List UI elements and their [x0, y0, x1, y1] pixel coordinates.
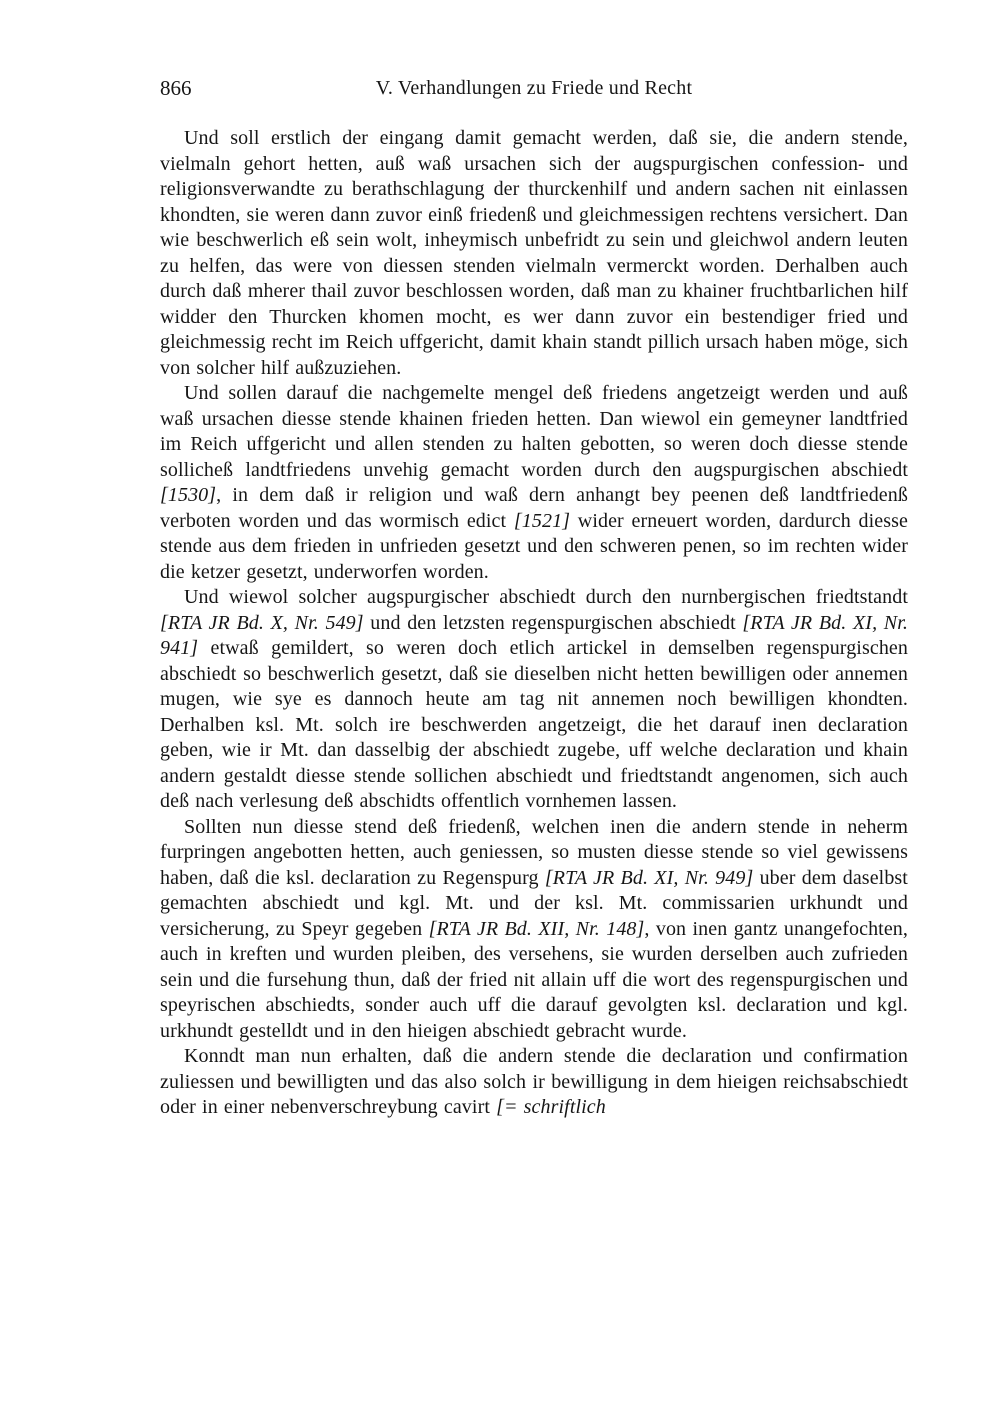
editorial-note-italic: [1530] — [160, 484, 217, 506]
page-number: 866 — [160, 76, 192, 100]
text-run: wider erneuert worden, dardurch diesse stende aus dem frieden in unfrieden gesetzt und den schweren penen, so im rechten wider die ketzer gesetzt, underworfen worden. — [160, 509, 908, 583]
text-run: Und wiewol solcher augspurgischer abschiedt durch den nurnbergischen friedtstandt — [184, 586, 908, 608]
editorial-note-italic: [RTA JR Bd. XI, Nr. 941] — [160, 611, 909, 659]
editorial-note-italic: [1521] — [513, 509, 571, 532]
running-head — [160, 76, 908, 106]
text-run: Sollten nun diesse stend deß friedenß, welchen inen die andern stende in neherm furpringen angebotten hetten, auch geniessen, so musten diesse stende so viel gewissens haben, daß die ksl. declaration zu Regenspurg — [160, 815, 908, 889]
paragraph — [160, 126, 908, 381]
text-run: , von inen gantz unangefochten, auch in kreften und wurden pleiben, des versehens, sie wurden derselben auch zufrieden sein und die fursehung thun, daß der fried nit allain uff die wort des regenspurgischen und speyrischen abschiedts, sonder auch uff die darauf gevolgten ksl. declaration und kgl. urkhundt gestelldt und in den hieigen abschiedt gebracht wurde. — [160, 917, 908, 1042]
running-head-title: V. Verhandlungen zu Friede und Recht — [375, 77, 693, 99]
editorial-note-italic: [RTA JR Bd. XI, Nr. 949] — [544, 866, 754, 889]
text-run: uber dem daselbst gemachten abschiedt und kgl. Mt. und der ksl. Mt. commissarien urkhundt und versicherung, zu Speyr gegeben — [160, 866, 908, 940]
text-run: Konndt man nun erhalten, daß die andern stende die declaration und confirmation zuliessen und bewilligten und das also solch ir bewilligung in dem hieigen reichsabschiedt oder in einer nebenverschreybung cavirt — [160, 1045, 908, 1118]
editorial-note-italic: [RTA JR Bd. X, Nr. 549] — [160, 611, 364, 634]
text-run: , in dem daß ir religion und waß dern anhangt bey peenen deß landtfriedenß verboten worden und das wormisch edict — [160, 484, 908, 532]
text-run: und den letzsten regenspurgischen abschiedt — [363, 611, 743, 634]
paragraph — [160, 815, 908, 1045]
editorial-note-italic: [RTA JR Bd. XII, Nr. 148] — [428, 917, 645, 940]
text-run: Und soll erstlich der eingang damit gemacht werden, daß sie, die andern stende, vielmaln gehort hetten, auß waß ursachen sich der augspurgischen confession- und religionsverwandte zu berathschlagung der thurckenhilf und andern sachen nit einlassen khondten, sie weren dann zuvor einß friedenß und gleichmessigen rechtens versichert. Dan wie beschwerlich eß sein wolt, inheymisch unbefridt zu sein und gleichwol andern leuten zu helfen, das were von diessen stenden vielmaln vermerckt worden. Derhalben auch durch daß mherer thail zuvor beschlossen worden, daß man zu khainer fruchtbarlichen hilf widder den Thurcken khomen mocht, es wer dann zuvor ein bestendiger fried und gleichmessig recht im Reich uffgericht, damit khain standt pillich ursach haben möge, sich von solcher hilf außzuziehen. — [160, 127, 908, 379]
editorial-note-italic: [= schriftlich — [496, 1096, 606, 1118]
text-run: Und sollen darauf die nachgemelte mengel deß friedens angetzeigt werden und auß waß ursachen diesse stende khainen frieden hetten. Dan wiewol ein gemeyner landtfried im Reich uffgericht und allen stenden zu halten gebotten, so weren doch diesse stende sollicheß landtfriedens unvehig gemacht worden durch den augspurgischen abschiedt — [160, 382, 908, 481]
paragraph — [160, 585, 908, 815]
text-run: etwaß gemildert, so weren doch etlich artickel in demselben regenspurgischen abschiedt so beschwerlich gesetzt, daß sie dieselben nicht hetten bewilligen oder annemen mugen, wie sye es dannoch heute am tag nit annemen noch bewilligen khondten. Derhalben ksl. Mt. solch ire beschwerden angetzeigt, die het darauf inen declaration geben, wie ir Mt. dan dasselbig der abschiedt zugebe, uff welche declaration und khain andern gestaldt diesse stende sollichen abschiedt und friedtstandt angenomen, sich auch deß nach verlesung deß abschidts offentlich vornhemen lassen. — [160, 637, 908, 812]
paragraph — [160, 381, 908, 585]
paragraph — [160, 1044, 908, 1121]
text-block — [160, 76, 908, 1121]
page-body — [160, 126, 908, 1121]
